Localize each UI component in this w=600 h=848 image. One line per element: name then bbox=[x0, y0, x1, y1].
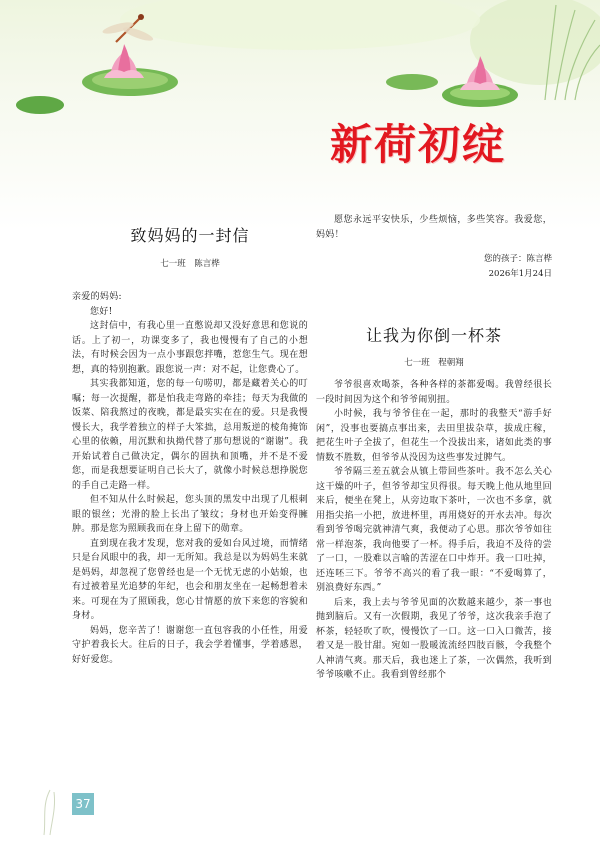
letter-greeting: 您好! bbox=[90, 306, 113, 317]
article-title: 致妈妈的一封信 bbox=[130, 226, 250, 245]
article-paragraph: 爷爷很喜欢喝茶，各种各样的茶都爱喝。我曾经很长一段时间因为这个和爷爷闹别扭。 bbox=[316, 380, 552, 405]
article-paragraph: 妈妈，您辛苦了！谢谢您一直包容我的小任性，用爱守护着我长大。往后的日子，我会学着懂事，学着感恩，好好爱您。 bbox=[72, 625, 308, 665]
page-number: 37 bbox=[72, 793, 94, 815]
page-corner-decoration bbox=[36, 780, 76, 840]
lily-pad-icon bbox=[16, 96, 64, 114]
article-byline: 七一班 陈言桦 bbox=[160, 259, 220, 269]
article-paragraph: 直到现在我才发现，您对我的爱如台风过境，而情绪只是台风眼中的我，却一无所知。我总是以为妈妈生来就是妈妈，却忽视了您曾经也是一个无忧无虑的小姑娘，也有过被着星光追梦的年纪，也会和朋友坐在一起畅想着未来。可现在为了照顾我，您心甘情愿的放下来您的容貌和身材。 bbox=[72, 538, 308, 621]
letter-closing-block bbox=[316, 213, 552, 282]
article-byline: 七一班 程朝翔 bbox=[404, 358, 464, 368]
lotus-pond-illustration bbox=[0, 0, 600, 200]
article-paragraph: 后来，我上去与爷爷见面的次数越来越少，茶一事也抛到脑后。又有一次假期，我见了爷爷，这次我亲手泡了杯茶，轻轻吹了吹，慢慢饮了一口。这一口入口微苦，接着又是一股甘甜。宛如一股暖流流经四肢百骸，令我整个人神清气爽。那天后，我也迷上了茶，一次偶然，我听到爷爷咳嗽不止。我看到曾经那个 bbox=[316, 597, 552, 680]
article-paragraph: 其实我都知道，您的每一句唠叨，都是藏着关心的叮嘱；每一次提醒，都是怕我走弯路的牵挂；每天为我做的饭菜、陪我熬过的夜晚，都是最实实在在的爱。只是我慢慢长大，我学着独立的样子大笨拙，总用叛逆的棱角掩饰心里的依赖，用沉默和执拗代替了那句想说的“谢谢”。我开始试着自己做决定，偶尔的固执和顶嘴，并不是不爱您，而是我想要证明自己长大了，就像小时候总想挣脱您的手自己走路一样。 bbox=[72, 379, 308, 491]
article-paragraph: 小时候，我与爷爷住在一起，那时的我整天“游手好闲”，没事也要搞点事出来，去田里拔杂草，拔成庄稼，把花生叶子全拔了，但花生一个没拔出来，诸如此类的事情数不胜数，但爷爷从没因为这些事发过脾气。 bbox=[316, 409, 552, 463]
article-body bbox=[72, 290, 308, 667]
article-paragraph: 爷爷隔三差五就会从镇上带回些茶叶。我不怎么关心这干燥的叶子，但爷爷却宝贝得很。每天晚上他从地里回来后，便坐在凳上，从旁边取下茶叶，一次也不多拿，就用指尖掐一小把，放进杯里，再用烧好的开水去冲。每次看到爷爷喝完就神清气爽，我便动了心思。那次爷爷如往常一样泡茶，我向他要了一杯。得手后，我迫不及待的尝了一口，一股难以言喻的苦涩在口中炸开。我一口吐掉，还连呸三下。爷爷不高兴的看了我一眼：“不爱喝算了，别浪费好东西。” bbox=[316, 467, 552, 593]
letter-date: 2026年1月24日 bbox=[488, 269, 552, 279]
lily-pad-icon bbox=[386, 74, 438, 90]
article-body bbox=[316, 378, 552, 683]
article-paragraph: 这封信中，有我心里一直憋说却又没好意思和您说的话。上了初一，功课变多了，我也慢慢有了自己的小想法，有时候会因为一点小事跟您拌嘴，惹您生气。现在想想，真的特别抱歉。跟您说一声：对不起，让您费心了。 bbox=[72, 321, 308, 375]
article-paragraph: 但不知从什么时候起，您头顶的黑发中出现了几根刺眼的银丝；光滑的脸上长出了皱纹；身材也开始变得臃肿。那是您为照顾我而在身上留下的勋章。 bbox=[72, 495, 308, 534]
section-masthead: 新荷初绽 bbox=[330, 120, 507, 169]
letter-closing: 愿您永远平安快乐，少些烦恼，多些笑容。我爱您，妈妈！ bbox=[316, 215, 552, 240]
letter-signature: 您的孩子：陈言桦 bbox=[483, 254, 552, 264]
letter-salutation: 亲爱的妈妈: bbox=[72, 292, 122, 302]
article-title: 让我为你倒一杯茶 bbox=[365, 326, 502, 345]
lotus-flower-icon bbox=[104, 44, 144, 78]
